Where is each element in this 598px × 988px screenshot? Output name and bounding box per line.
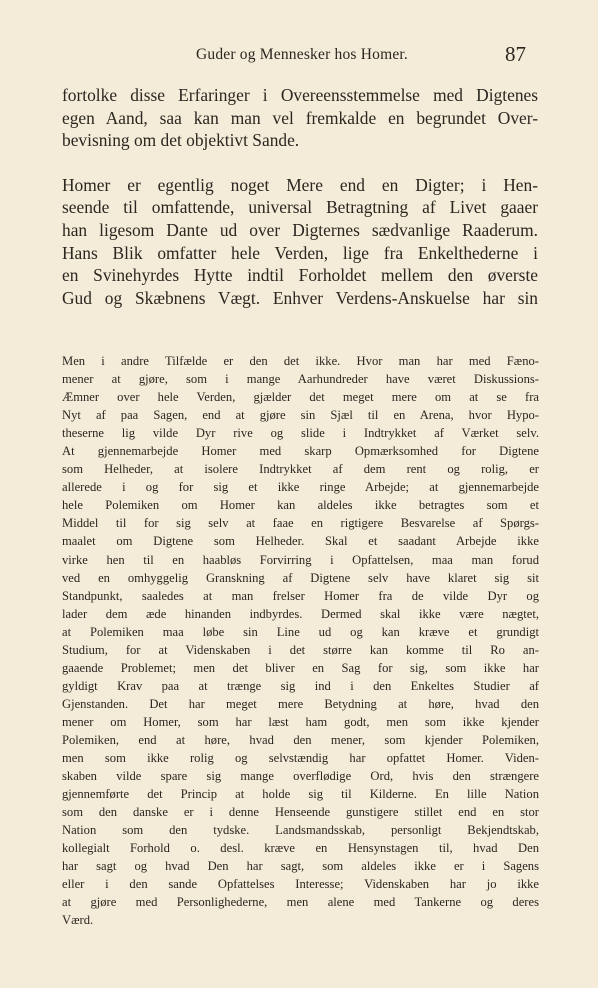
paragraph-2 [62, 174, 538, 310]
footnote-line: Men i andre Tilfælde er den det ikke. Hvor man har med Fæno- [62, 354, 539, 368]
footnote-line: Værd. [62, 913, 94, 928]
footnote-line: Standpunkt, saaledes at man frelser Homer fra de vilde Dyr og [62, 588, 539, 603]
footnote-line: skaben vilde spare sig mange overflødige Ord, hvis den strængere [62, 769, 539, 784]
text-line: fortolke disse Erfaringer i Overeensstemmelse med Digtenes [62, 85, 538, 105]
footnote-line: som Helheder, at isolere Indtrykket af dem rent og rolig, er [62, 462, 539, 477]
footnote-line: at gjøre med Personlighederne, men alene med Tankerne og deres [62, 895, 539, 910]
footnote-line: At gjennemarbejde Homer med skarp Opmærksomhed for Digtene [62, 444, 539, 459]
footnote-line: gjennemførte det Princip at holde sig til Kilderne. En lille Nation [62, 787, 539, 802]
text-line: egen Aand, saa kan man vel fremkalde en begrundet Over- [62, 107, 538, 128]
footnote-line: Studium, for at Videnskaben i det større kan komme til Ro an- [62, 642, 539, 657]
page-number: 87 [505, 42, 526, 66]
footnote-line: Nyt af paa Sagen, end at gjøre sin Sjæl til en Arena, hvor Hypo- [62, 408, 539, 423]
footnote-line: som den danske er i denne Henseende gunstigere stillet end en stor [62, 805, 539, 820]
main-text [62, 84, 538, 309]
footnote-line: mener at gjøre, som i mange Aarhundreder have været Diskussions- [62, 372, 539, 387]
footnote-line: lader dem æde hinanden indbyrdes. Dermed skal ikke være nægtet, [62, 606, 539, 621]
footnote-line: men som ikke rolig og selvstændig har opfattet Homer. Viden- [62, 751, 539, 766]
text-line: bevisning om det objektivt Sande. [62, 130, 300, 151]
running-title: Guder og Mennesker hos Homer. [196, 46, 408, 63]
footnote-line: mener om Homer, som har læst ham godt, men som ikke kjender [62, 714, 539, 729]
text-line: seende til omfattende, universal Betragtning af Livet gaaer [62, 197, 538, 218]
footnote-line: Middel til for sig selv at faae en rigtigere Besvarelse af Spørgs- [62, 516, 539, 531]
footnote-line: har sagt og hvad Den har sagt, som aldeles ikke er i Sagens [62, 859, 539, 874]
footnote-line: virke hen til en haabløs Forvirring i Opfattelsen, maa man forud [62, 552, 539, 567]
text-line: Gud og Skæbnens Vægt. Enhver Verdens-Anskuelse har sin [62, 287, 538, 308]
paragraph-gap [62, 152, 538, 174]
page-header [0, 44, 598, 70]
footnote-line: gaaende Problemet; men det bliver en Sag for sig, som ikke har [62, 660, 539, 675]
footnote-line: maalet om Digtene som Helheder. Skal et saadant Arbejde ikke [62, 534, 539, 549]
footnote [62, 352, 539, 930]
footnote-line: kollegialt Forhold o. desl. kræve en Hensynstagen til, hvad Den [62, 841, 539, 856]
footnote-line: Polemiken, end at høre, hvad den mener, som kjender Polemiken, [62, 732, 539, 747]
footnote-line: hele Polemiken om Homer kan aldeles ikke betragtes som et [62, 498, 539, 513]
footnote-line: gyldigt Krav paa at trænge sig ind i den Enkeltes Studier af [62, 678, 539, 693]
footnote-line: Æmner over hele Verden, gjælder det meget mere om at se fra [62, 390, 539, 405]
text-line: Homer er egentlig noget Mere end en Digter; i Hen- [62, 174, 538, 195]
footnote-line: theserne lig vilde Dyr rive og slide i Indtrykket af Værket selv. [62, 426, 539, 441]
text-line: Hans Blik omfatter hele Verden, lige fra Enkelthederne i [62, 242, 538, 263]
footnote-line: Nation som den tydske. Landsmandsskab, personligt Bekjendtskab, [62, 823, 539, 838]
text-line: en Svinehyrdes Hytte indtil Forholdet mellem den øverste [62, 265, 538, 286]
footnote-line: Gjenstanden. Det har meget mere Betydning at høre, hvad den [62, 696, 539, 711]
footnote-line: at Polemiken maa løbe sin Line ud og kan kræve et grundigt [62, 624, 539, 639]
paragraph-1 [62, 84, 538, 152]
footnote-line: ved en omhyggelig Granskning af Digtene selv have klaret sig sit [62, 570, 539, 585]
text-line: han ligesom Dante ud over Digternes sædvanlige Raaderum. [62, 219, 538, 240]
footnote-line: allerede i og for sig et ikke ringe Arbejde; at gjennemarbejde [62, 480, 539, 495]
footnote-line: eller i den sande Opfattelses Interesse; Videnskaben har jo ikke [62, 877, 539, 892]
